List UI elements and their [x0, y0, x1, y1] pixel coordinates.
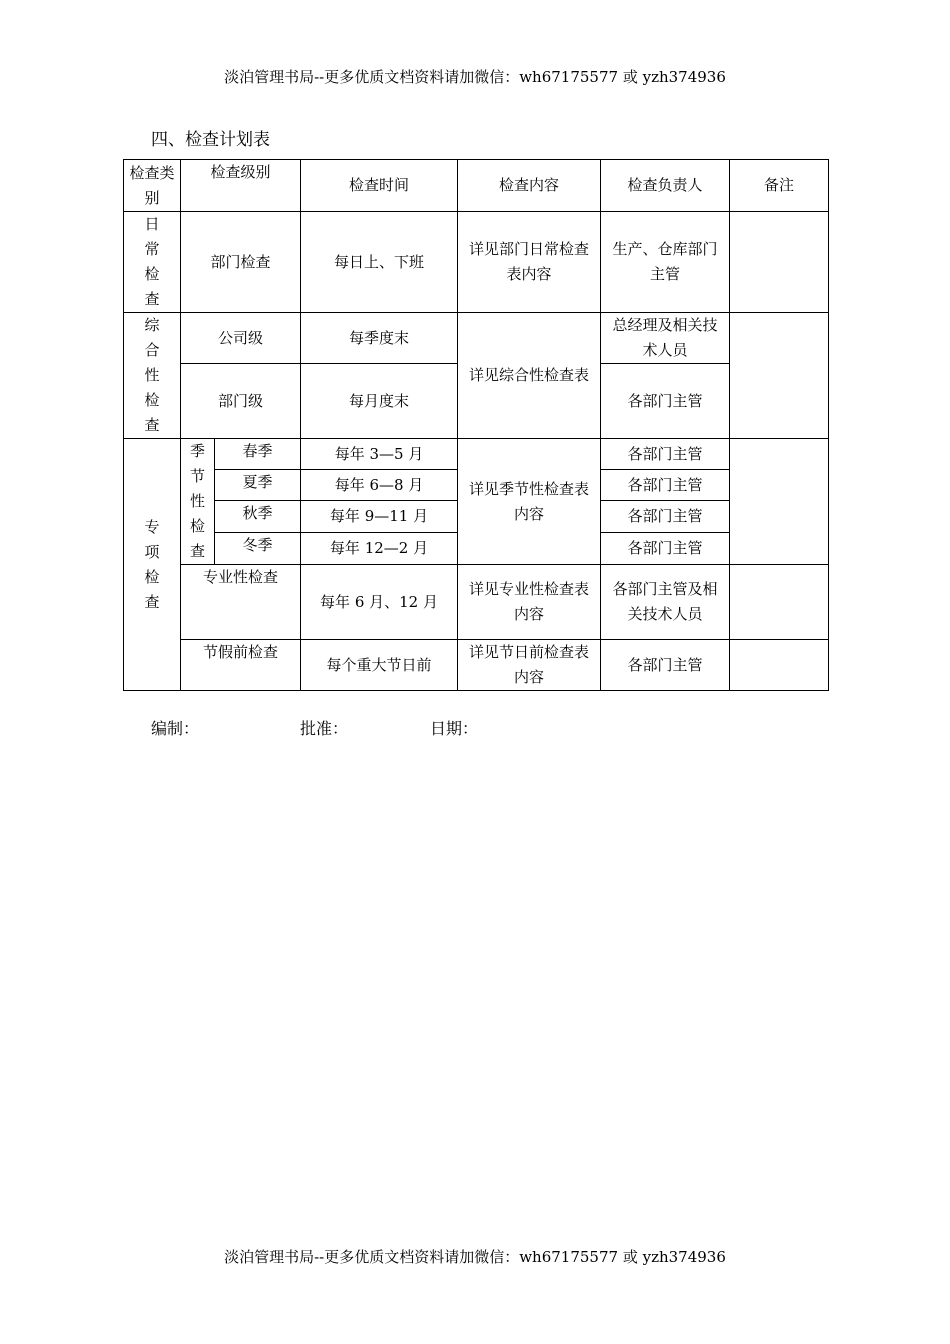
compiled-by-label: 编制： [151, 719, 200, 738]
approved-by-label: 批准： [300, 719, 349, 738]
daily-owner: 生产、仓库部门主管 [601, 212, 730, 313]
table-row-daily [124, 212, 829, 313]
table-row-comprehensive-company [124, 313, 829, 364]
header-content: 检查内容 [458, 160, 601, 212]
comprehensive-company-time: 每季度末 [301, 313, 458, 364]
table-row-spring [124, 439, 829, 470]
comprehensive-dept-level: 部门级 [181, 364, 301, 439]
summer-owner: 各部门主管 [601, 470, 730, 501]
inspection-plan-table [123, 159, 829, 691]
page-footer: 淡泊管理书局--更多优质文档资料请加微信：wh67175577 或 yzh374936 [224, 1248, 726, 1266]
summer-time: 每年 6—8 月 [301, 470, 458, 501]
daily-remark [730, 212, 829, 313]
comprehensive-dept-owner: 各部门主管 [601, 364, 730, 439]
holiday-owner: 各部门主管 [601, 640, 730, 691]
holiday-level: 节假前检查 [181, 640, 301, 691]
daily-category: 日常检查 [124, 212, 181, 313]
comprehensive-category: 综合性检查 [124, 313, 181, 439]
date-label: 日期： [430, 719, 479, 738]
professional-level: 专业性检查 [181, 565, 301, 640]
daily-time: 每日上、下班 [301, 212, 458, 313]
season-winter: 冬季 [215, 532, 301, 564]
comprehensive-dept-time: 每月度末 [301, 364, 458, 439]
table-row-professional [124, 565, 829, 640]
section-title: 四、检查计划表 [151, 130, 270, 150]
header-time: 检查时间 [301, 160, 458, 212]
daily-level: 部门检查 [181, 212, 301, 313]
header-remark: 备注 [730, 160, 829, 212]
professional-owner: 各部门主管及相关技术人员 [601, 565, 730, 640]
professional-content: 详见专业性检查表内容 [458, 565, 601, 640]
spring-owner: 各部门主管 [601, 439, 730, 470]
seasonal-label: 季节性检查 [181, 439, 215, 565]
daily-content: 详见部门日常检查表内容 [458, 212, 601, 313]
winter-time: 每年 12—2 月 [301, 532, 458, 564]
comprehensive-company-owner: 总经理及相关技术人员 [601, 313, 730, 364]
holiday-time: 每个重大节日前 [301, 640, 458, 691]
comprehensive-content: 详见综合性检查表 [458, 313, 601, 439]
seasonal-remark [730, 439, 829, 565]
holiday-remark [730, 640, 829, 691]
professional-remark [730, 565, 829, 640]
autumn-time: 每年 9—11 月 [301, 501, 458, 532]
table-header-row [124, 160, 829, 212]
comprehensive-remark [730, 313, 829, 439]
autumn-owner: 各部门主管 [601, 501, 730, 532]
table-row-holiday [124, 640, 829, 691]
spring-time: 每年 3—5 月 [301, 439, 458, 470]
season-autumn: 秋季 [215, 501, 301, 532]
page-header: 淡泊管理书局--更多优质文档资料请加微信：wh67175577 或 yzh374936 [224, 68, 726, 86]
header-category: 检查类别 [124, 160, 181, 212]
seasonal-content: 详见季节性检查表内容 [458, 439, 601, 565]
header-owner: 检查负责人 [601, 160, 730, 212]
header-level: 检查级别 [181, 160, 301, 212]
comprehensive-company-level: 公司级 [181, 313, 301, 364]
season-spring: 春季 [215, 439, 301, 470]
winter-owner: 各部门主管 [601, 532, 730, 564]
special-category: 专项检查 [124, 439, 181, 691]
professional-time: 每年 6 月、12 月 [301, 565, 458, 640]
season-summer: 夏季 [215, 470, 301, 501]
holiday-content: 详见节日前检查表内容 [458, 640, 601, 691]
